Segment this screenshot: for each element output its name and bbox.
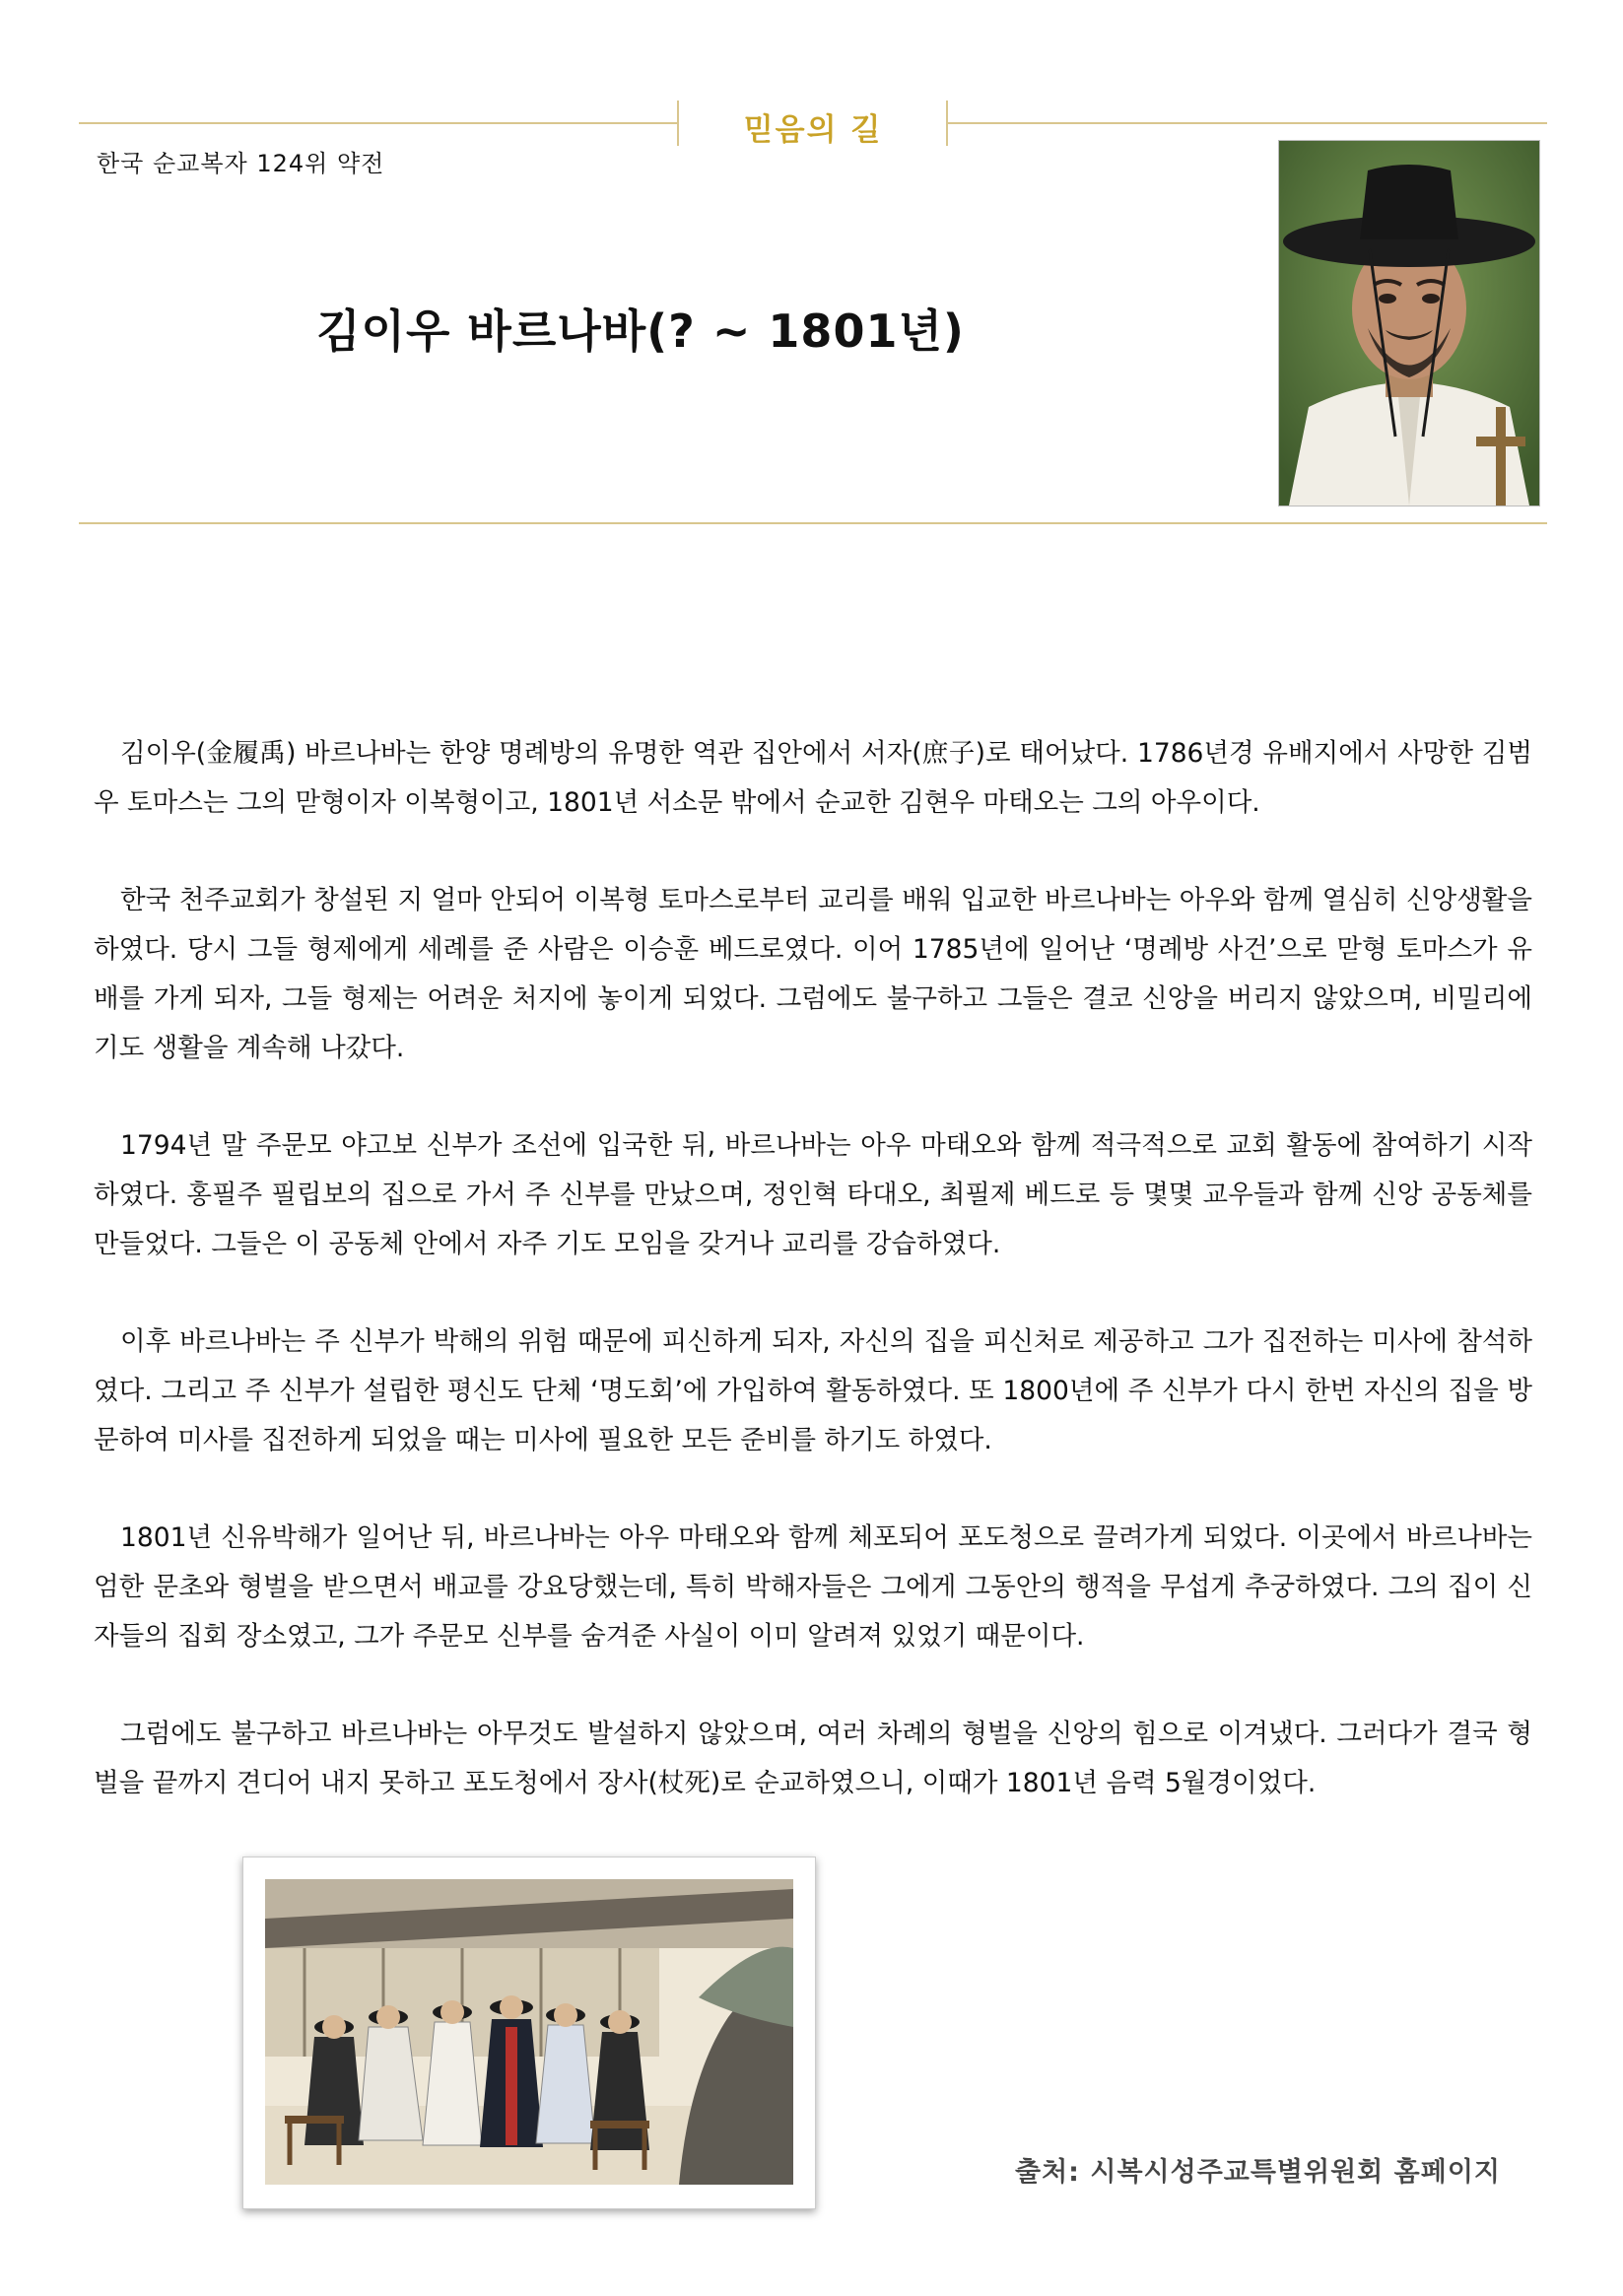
article-paragraph-2: 한국 천주교회가 창설된 지 얼마 안되어 이복형 토마스로부터 교리를 배워 입교한 바르나바는 아우와 함께 열심히 신앙생활을 하였다. 당시 그들 형제에게 세례를 준 사람은 이승훈 베드로였다. 이어 1785년에 일어난 ‘명례방 사건’으로 맏형 토마스가 유배를 가게 되자, 그들 형제는 어려운 처지에 놓이게 되었다. 그럼에도 불구하고 그들은 결코 신앙을 버리지 않았으며, 비밀리에 기도 생활을 계속해 나갔다. [94, 885, 1532, 1063]
page-title: 김이우 바르나바(? ~ 1801년) [316, 304, 965, 358]
header-rule-right [946, 122, 1547, 124]
portrait-image [1278, 140, 1540, 506]
article-paragraph-4: 이후 바르나바는 주 신부가 박해의 위험 때문에 피신하게 되자, 자신의 집을 피신처로 제공하고 그가 집전하는 미사에 참석하였다. 그리고 주 신부가 설립한 평신도 단체 ‘명도회’에 가입하여 활동하였다. 또 1800년에 주 신부가 다시 한번 자신의 집을 방문하여 미사를 집전하게 되었을 때는 미사에 필요한 모든 준비를 하기도 하였다. [94, 1326, 1532, 1455]
article-body [94, 729, 1532, 1857]
header-divider-left [677, 101, 679, 146]
series-label: 한국 순교복자 124위 약전 [97, 150, 385, 177]
article-paragraph-3: 1794년 말 주문모 야고보 신부가 조선에 입국한 뒤, 바르나바는 아우 마태오와 함께 적극적으로 교회 활동에 참여하기 시작하였다. 홍필주 필립보의 집으로 가서 주 신부를 만났으며, 정인혁 타대오, 최필제 베드로 등 몇몇 교우들과 함께 신앙 공동체를 만들었다. 그들은 이 공동체 안에서 자주 기도 모임을 갖거나 교리를 강습하였다. [94, 1130, 1532, 1259]
article-paragraph-5: 1801년 신유박해가 일어난 뒤, 바르나바는 아우 마태오와 함께 체포되어 포도청으로 끌려가게 되었다. 이곳에서 바르나바는 엄한 문초와 형벌을 받으면서 배교를 강요당했는데, 특히 박해자들은 그에게 그동안의 행적을 무섭게 추궁하였다. 그의 집이 신자들의 집회 장소였고, 그가 주문모 신부를 숨겨준 사실이 이미 알려져 있었기 때문이다. [94, 1522, 1532, 1652]
scene-image-frame [242, 1857, 816, 2209]
scene-image [265, 1879, 793, 2185]
section-title: 믿음의 길 [743, 112, 883, 148]
article-paragraph-6: 그럼에도 불구하고 바르나바는 아무것도 발설하지 않았으며, 여러 차례의 형벌을 신앙의 힘으로 이겨냈다. 그러다가 결국 형벌을 끝까지 견디어 내지 못하고 포도청에서 장사(杖死)로 순교하였으니, 이때가 1801년 음력 5월경이었다. [94, 1719, 1532, 1798]
header-rule-left [79, 122, 677, 124]
article-paragraph-1: 김이우(金履禹) 바르나바는 한양 명례방의 유명한 역관 집안에서 서자(庶子)로 태어났다. 1786년경 유배지에서 사망한 김범우 토마스는 그의 맏형이자 이복형이고, 1801년 서소문 밖에서 순교한 김현우 마태오는 그의 아우이다. [94, 738, 1532, 818]
source-credit: 출처: 시복시성주교특별위원회 홈페이지 [1015, 2157, 1501, 2188]
title-bottom-rule [79, 522, 1547, 524]
